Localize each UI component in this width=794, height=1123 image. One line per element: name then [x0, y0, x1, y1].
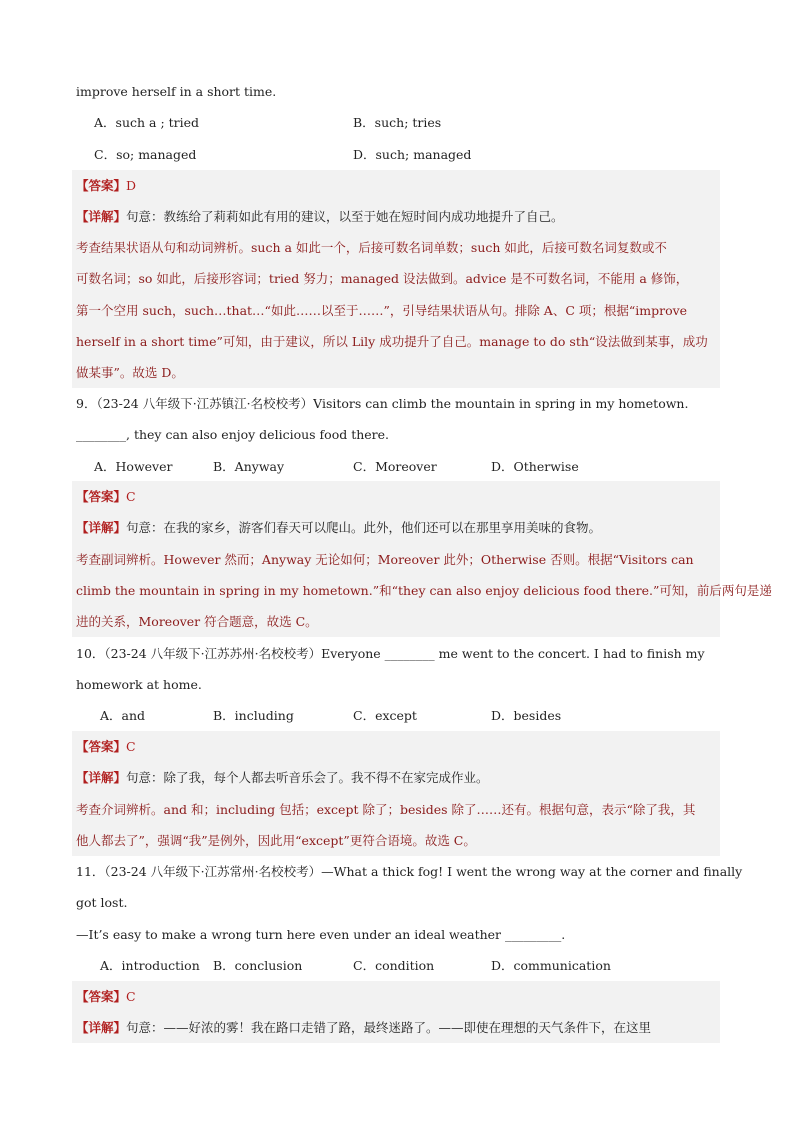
answer-value: C	[126, 989, 136, 1004]
answer-value: C	[126, 739, 136, 754]
q9-stem-line-2: ________, they can also enjoy delicious food there.	[76, 427, 390, 442]
detail-text: 句意：教练给了莉莉如此有用的建议，以至于她在短时间内成功地提升了自己。	[126, 209, 564, 224]
q8-option-d: D．such; managed	[353, 147, 472, 162]
q11-stem-line-3: —It’s easy to make a wrong turn here even under an ideal weather _________.	[76, 927, 566, 942]
q11-option-c: C．condition	[353, 958, 435, 973]
answer-label: 【答案】	[76, 489, 127, 504]
q11-stem-line-2: got lost.	[76, 895, 128, 910]
q11-detail-line-1	[76, 1020, 651, 1036]
q9-detail-line-3: climb the mountain in spring in my hometown.”和“they can also enjoy delicious food there.”可知，前后两句是递	[76, 583, 772, 598]
q10-stem-line-1: 10．（23-24 八年级下·江苏苏州·名校校考）Everyone ________ me went to the concert. I had to finish my	[76, 646, 705, 661]
q9-option-d: D．Otherwise	[491, 459, 579, 474]
q8-answer	[76, 178, 136, 194]
q9-detail-line-1	[76, 520, 601, 536]
detail-text: 句意：除了我，每个人都去听音乐会了。我不得不在家完成作业。	[126, 770, 489, 785]
q10-option-c: C．except	[353, 708, 417, 723]
detail-label: 【详解】	[76, 520, 127, 535]
q11-option-b: B．conclusion	[213, 958, 303, 973]
q9-option-a: A．However	[94, 459, 173, 474]
q9-answer	[76, 489, 136, 505]
q9-option-b: B．Anyway	[213, 459, 285, 474]
q10-detail-line-1	[76, 770, 489, 786]
detail-label: 【详解】	[76, 209, 127, 224]
q10-detail-line-3: 他人都去了”，强调“我”是例外，因此用“except”更符合语境。故选 C。	[76, 833, 476, 848]
q11-option-d: D．communication	[491, 958, 611, 973]
answer-value: D	[126, 178, 137, 193]
q9-detail-line-4: 进的关系，Moreover 符合题意，故选 C。	[76, 614, 318, 629]
detail-label: 【详解】	[76, 770, 127, 785]
q10-detail-line-2: 考查介词辨析。and 和；including 包括；except 除了；besides 除了……还有。根据句意，表示“除了我，其	[76, 802, 696, 817]
q8-option-a: A．such a ; tried	[94, 115, 200, 130]
q8-stem-tail: improve herself in a short time.	[76, 84, 277, 99]
q9-detail-line-2: 考查副词辨析。However 然而；Anyway 无论如何；Moreover 此外；Otherwise 否则。根据“Visitors can	[76, 552, 694, 567]
q8-detail-line-6: 做某事”。故选 D。	[76, 365, 184, 380]
q8-detail-line-3: 可数名词；so 如此，后接形容词；tried 努力；managed 设法做到。advice 是不可数名词，不能用 a 修饰，	[76, 271, 689, 286]
answer-label: 【答案】	[76, 178, 127, 193]
q11-answer	[76, 989, 136, 1005]
q8-detail-line-1	[76, 209, 564, 225]
q10-option-b: B．including	[213, 708, 294, 723]
q8-option-c: C．so; managed	[94, 147, 197, 162]
q9-stem-line-1: 9．（23-24 八年级下·江苏镇江·名校校考）Visitors can climb the mountain in spring in my hometown.	[76, 396, 689, 411]
q8-detail-line-5: herself in a short time”可知，由于建议，所以 Lily 成功提升了自己。manage to do sth“设法做到某事，成功	[76, 334, 708, 349]
q8-detail-line-2: 考查结果状语从句和动词辨析。such a 如此一个，后接可数名词单数；such 如此，后接可数名词复数或不	[76, 240, 667, 255]
q11-stem-line-1: 11．（23-24 八年级下·江苏常州·名校校考）—What a thick fog! I went the wrong way at the corner and finally	[76, 864, 743, 879]
q11-option-a: A．introduction	[100, 958, 200, 973]
q8-detail-line-4: 第一个空用 such，such…that…“如此……以至于……”，引导结果状语从句。排除 A、C 项；根据“improve	[76, 303, 688, 318]
q8-option-b: B．such; tries	[353, 115, 442, 130]
answer-label: 【答案】	[76, 989, 127, 1004]
answer-value: C	[126, 489, 136, 504]
detail-text: 句意：——好浓的雾！我在路口走错了路，最终迷路了。——即使在理想的天气条件下，在这里	[126, 1020, 652, 1035]
answer-label: 【答案】	[76, 739, 127, 754]
q9-option-c: C．Moreover	[353, 459, 437, 474]
detail-label: 【详解】	[76, 1020, 127, 1035]
q10-option-a: A．and	[100, 708, 146, 723]
detail-text: 句意：在我的家乡，游客们春天可以爬山。此外，他们还可以在那里享用美味的食物。	[126, 520, 602, 535]
q10-stem-line-2: homework at home.	[76, 677, 202, 692]
q10-answer	[76, 739, 136, 755]
q10-option-d: D．besides	[491, 708, 562, 723]
